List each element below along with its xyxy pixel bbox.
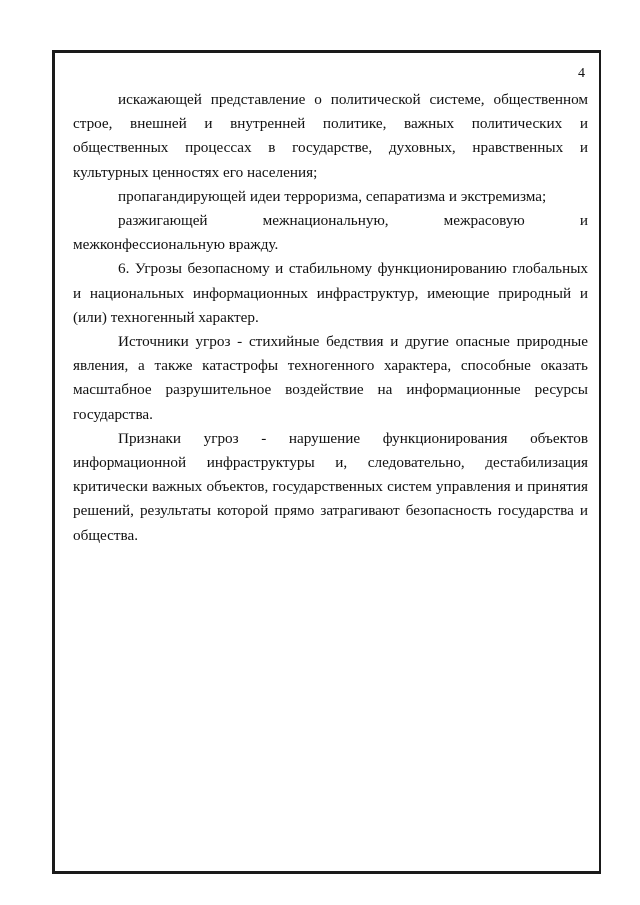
paragraph: Признаки угроз - нарушение функционирования объектов информационной инфраструктуры и, следовательно, дестабилизация критически важных объектов, государственных систем управления и принятия решений, результаты которой прямо затрагивают безопасность государства и общества. <box>73 429 588 544</box>
document-body <box>73 88 588 548</box>
paragraph: разжигающей межнациональную, межрасовую и межконфессиональную вражду. <box>73 212 588 254</box>
paragraph: искажающей представление о политической системе, общественном строе, внешней и внутренней политике, важных политических и общественных процессах в государстве, духовных, нравственных и культурных ценностях его населения; <box>73 91 588 181</box>
paragraph: Источники угроз - стихийные бедствия и другие опасные природные явления, а также катастрофы техногенного характера, способные оказать масштабное разрушительное воздействие на информационные ресурсы государства. <box>73 333 588 423</box>
paragraph: пропагандирующей идеи терроризма, сепаратизма и экстремизма; <box>118 187 547 205</box>
page-number: 4 <box>578 66 585 81</box>
paragraph: 6. Угрозы безопасному и стабильному функционированию глобальных и национальных информационных инфраструктур, имеющие природный и (или) техногенный характер. <box>73 260 588 326</box>
